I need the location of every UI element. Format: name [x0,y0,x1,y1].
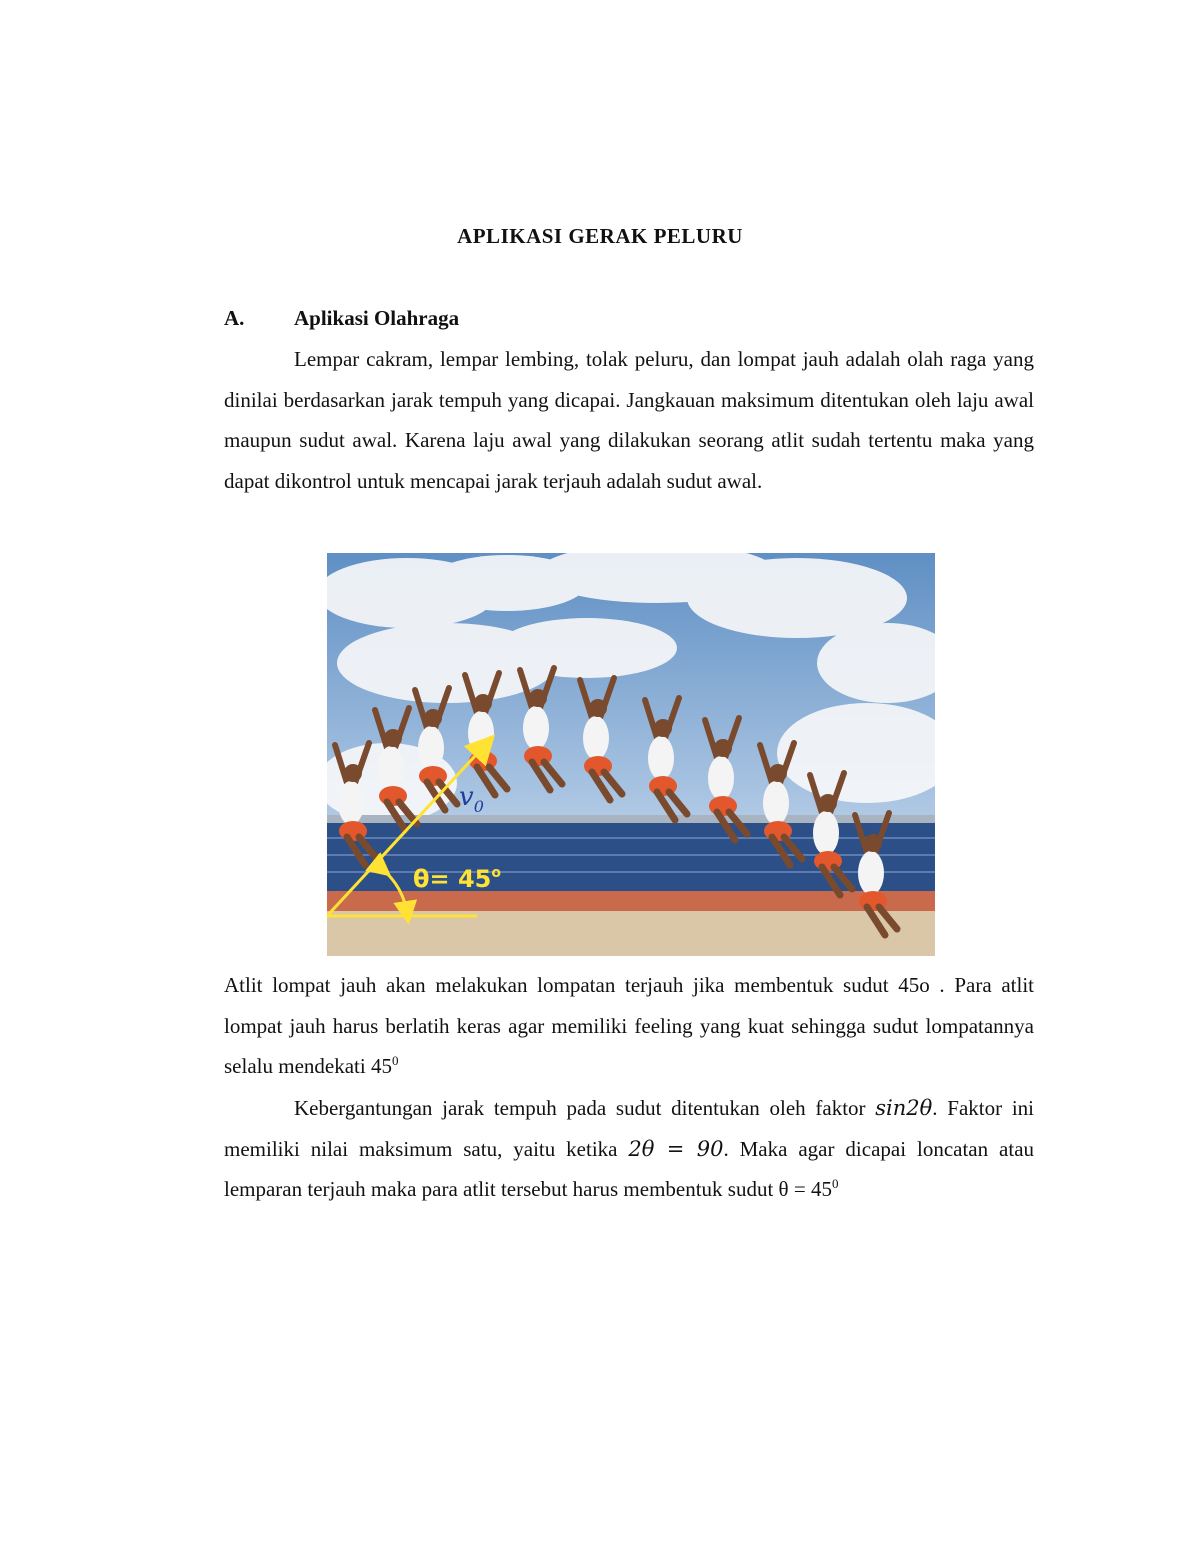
degree-superscript-final: 0 [831,1176,839,1191]
sin-factor-text-3: . Maka agar dicapai loncatan atau lemparan terjauh maka para atlit tersebut harus membentuk sudut θ = 45 [224,1136,1035,1201]
running-track [327,891,935,913]
velocity-label: $v_0$ [459,782,484,816]
angle-label: $\theta= 45^o$ [413,865,501,893]
paragraph-long-jump [224,965,1034,1087]
section-heading-text: Aplikasi Olahraga [294,306,460,330]
paragraph-sin-factor [224,1088,1034,1210]
angle-equation: 2θ = 90 [628,1136,724,1161]
page-title: APLIKASI GERAK PELURU [457,224,743,248]
degree-superscript: 0 [391,1053,399,1068]
sin-factor-text-1: Kebergantungan jarak tempuh pada sudut ditentukan oleh faktor [294,1096,876,1120]
sin-factor-text-2: . Faktor ini memiliki nilai maksimum satu, yaitu ketika [224,1096,1034,1161]
sand-pit [327,911,935,956]
long-jump-figure [327,553,935,956]
section-heading [224,306,459,331]
long-jump-illustration [327,553,935,956]
paragraph-long-jump-text: Atlit lompat jauh akan melakukan lompatan terjauh jika membentuk sudut 45o . Para atlit lompat jauh harus berlatih keras agar memiliki feeling yang kuat sehingga sudut lompatannya selalu mendekati 45 [224,973,1034,1078]
sin-formula: sin2θ [875,1096,933,1120]
section-letter: A. [224,306,245,330]
paragraph-intro: Lempar cakram, lempar lembing, tolak peluru, dan lompat jauh adalah olah raga yang dinilai berdasarkan jarak tempuh yang dicapai. Jangkauan maksimum ditentukan oleh laju awal maupun sudut awal. Karena laju awal yang dilakukan seorang atlit sudah tertentu maka yang dapat dikontrol untuk mencapai jarak terjauh adalah sudut awal. [224,347,1034,493]
